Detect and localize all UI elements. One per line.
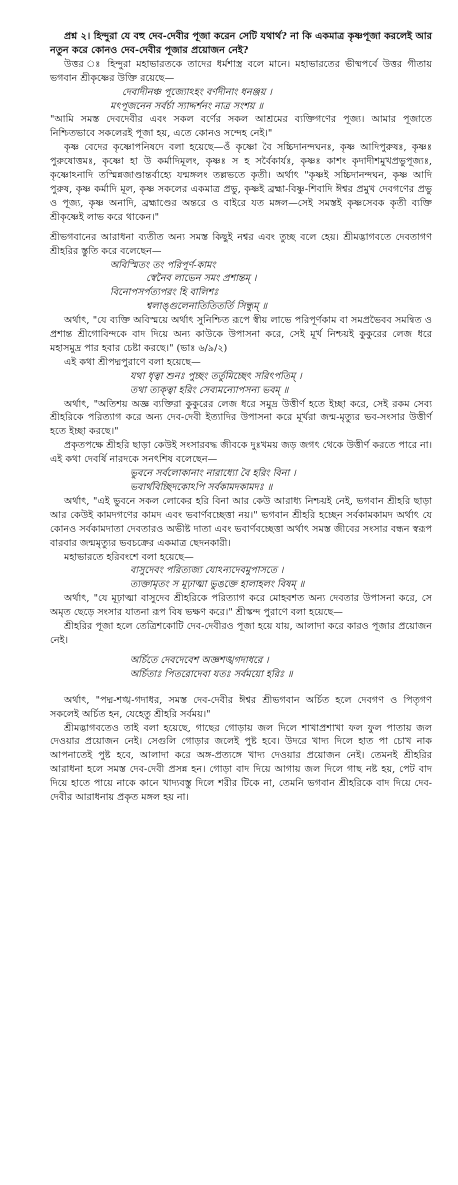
body-paragraph: শ্রীহরির পূজা হলে তেত্রিশকোটি দেব-দেবীরও পূজা হয়ে যায়, আলাদা করে কারও পূজার প্রয়োজন নেই। xyxy=(50,621,432,646)
verse-line: বিনোপসর্পত্যপরং হি বালিশঃ xyxy=(110,287,219,299)
verse-line: ত্যক্তামৃতং স মূঢ়াত্মা ভুঙক্তে হালাহলং বিষম্ ॥ xyxy=(130,579,305,591)
verse-line: অবিস্মিতং তং পরিপূর্ণ-কামং xyxy=(110,259,216,271)
verse-line: তথা ত্যক্ত্বা হরিং সেব্যমন্যোপসন্য ভবম্ ॥ xyxy=(130,384,289,396)
body-paragraph: কৃষ্ণ বেদের কৃষ্ণোপনিষদে বলা হয়েছে—ওঁ কৃষ্ণো বৈ সচ্চিদানন্দঘনঃ, কৃষ্ণ আদিপুরুষঃ, কৃষ্ণঃ পুরুষোত্তমঃ, কৃষ্ণো হা উ কর্মাদিমূলং, কৃষ্ণঃ স হ সর্বৈকার্যঃ, কৃষ্ণঃ কাশং কৃদাদীশমুখপ্রভুপূজ্যঃ, কৃষ্ণোঽনাদি তস্মিন্নজাণ্ডান্তর্বাহ্যে যন্মঙ্গলং তল্লভতে কৃতী। অর্থাৎ "কৃষ্ণই সচ্চিদানন্দঘন, কৃষ্ণ আদি পুরুষ, কৃষ্ণ কর্মাদি মূল, কৃষ্ণ সকলের একমাত্র প্রভু, কৃষ্ণই ব্রহ্মা-বিষ্ণু-শিবাদি ঈশ্বর প্রমুখ দেবগণের প্রভু ও পূজ্য, কৃষ্ণ অনাদি, ব্রহ্মাণ্ডের অন্তরে ও বাইরে যত মঙ্গল—সেই সমস্তই কৃষ্ণসেবক কৃতী ব্যক্তি শ্রীকৃষ্ণেই লাভ করে থাকেন।" xyxy=(50,142,432,223)
body-paragraph: শ্রীমদ্ভাগবতেও তাই বলা হয়েছে, গাছের গোড়ায় জল দিলে শাখাপ্রশাখা ফল ফুল পাতায় জল দেওয়ার প্রয়োজন নেই। সেগুলি গোড়ার জলেই পুষ্ট হবে। উদরে খাদ্য দিলে হাত পা চোখ নাক আপনাতেই পুষ্ট হবে, আলাদা করে অঙ্গ-প্রত্যঙ্গে খাদ্য দেওয়ার প্রয়োজন নেই। তেমনই শ্রীহরির আরাধনা হলে সমস্ত দেব-দেবী প্রসন্ন হন। গোড়া বাদ দিয়ে আগায় জল দিলে গাছ নষ্ট হয়, পেট বাদ দিয়ে হাতে পায়ে নাকে কানে খাদ্যবস্তু দিলে শরীর টিকে না, তেমনি ভগবান শ্রীহরিকে বাদ দিয়ে দেব-দেবীর আরাধনায় প্রকৃত মঙ্গল হয় না। xyxy=(50,722,432,804)
verse-line: ভবার্থবিচ্ছিদকোঽপি সর্বকামদকামদঃ ॥ xyxy=(130,482,273,493)
body-paragraph: এই কথা শ্রীপদ্মপুরাণে বলা হয়েছে— xyxy=(64,356,201,368)
question-paragraph: প্রশ্ন ২। হিন্দুরা যে বহু দেব-দেবীর পূজা করেন সেটি যথার্থ? না কি একমাত্র কৃষ্ণপূজা করলেই আর নতুন করে কোনও দেব-দেবীর পূজার প্রয়োজন নেই? xyxy=(50,31,432,56)
verse-line: শ্বলাঙ্গুলেনাতিতিতর্তি সিন্ধুম্ ॥ xyxy=(146,301,268,313)
body-paragraph: অর্থাৎ, "যে ব্যক্তি অবিস্ময়ে অর্থাৎ সুনিশ্চিত রূপে স্বীয় লাভে পরিপূর্ণকাম বা সমপ্রভৈবব সমন্বিত ও প্রশান্ত শ্রীগোবিন্দকে বাদ দিয়ে অন্য কাউকে উপাসনা করে, সেই মূর্খ নিশ্চয়ই কুকুরের লেজ ধরে মহাসমুদ্র পার হবার চেষ্টা করছে।" (ভাঃ ৬/৯/২) xyxy=(50,315,432,354)
body-paragraph: অর্থাৎ, "যে মূঢ়াত্মা বাসুদেব শ্রীহরিকে পরিত্যাগ করে মোহবশত অন্য দেবতার উপাসনা করে, সে অমৃত ছেড়ে সংসার যাতনা রূপ বিষ ভক্ষণ করে।" শ্রীস্কন্দ পুরাণে বলা হয়েছে— xyxy=(50,593,432,619)
body-paragraph: অর্থাৎ, "এই ভুবনে সকল লোকের হরি বিনা আর কেউ আরাধ্য নিশ্চয়ই নেই, ভগবান শ্রীহরি ছাড়া আর কেউই কামদগণের কামদ এবং ভবার্ণবচ্ছেত্তা নয়।" ভগবান শ্রীহরি হচ্ছেন সর্বকামকামদ অর্থাৎ যে কোনও সর্বকামদাতা দেবতারও অভীষ্ট দাতা এবং ভবার্ণবচ্ছেত্তা অর্থাৎ সমস্ত জীবের সংসার বন্ধন স্বরূপ বারবার জন্মমৃত্যুর ভবচক্রের একমাত্র ছেদনকারী। xyxy=(50,495,432,549)
verse-line: বাসুদেবং পরিত্যজ্য যোঽন্যদেবমুপাসতে । xyxy=(130,565,284,577)
body-paragraph: শ্রীভগবানের আরাধনা ব্যতীত অন্য সমস্ত কিছুই নশ্বর এবং তুচ্ছ বলে হেয়। শ্রীমদ্ভাগবতে দেবতাগণ শ্রীহরির স্তুতি করে বলেছেন— xyxy=(50,231,432,257)
verse-line: অর্চিতাঃ পিতরোদেবা যতঃ সর্বময়ো হরিঃ ॥ xyxy=(130,668,293,680)
verse-line: অর্চিতে দেবদেবেশ অজ্ঞশঙ্খগদাধরে । xyxy=(130,654,269,666)
verse-line: মৎপূজনেন সর্বর্চা স্যাদ্দর্শনং নাত্র সংশয় ॥ xyxy=(110,100,264,112)
verse-line: দেবাদীনঞ্চ পূজ্যোঽহং বর্ণদীনাং ধনঞ্জয় । xyxy=(122,86,272,98)
verse-line: যথা ধৃত্বা শুনঃ পুচ্ছং তর্তুমিচ্ছেৎ সরিৎপতিম্ । xyxy=(130,370,302,382)
body-paragraph: অর্থাৎ, "অতিশয় অজ্ঞ ব্যক্তিরা কুকুরের লেজ ধরে সমুদ্র উত্তীর্ণ হতে ইচ্ছা করে, সেই রকম সেব্য শ্রীহরিকে পরিত্যাগ করে অন্য দেব-দেবী ইত্যাদির উপাসনা করে মূর্খরা জন্ম-মৃত্যুর ভব-সংসার উত্তীর্ণ হতে ইচ্ছা করছে।" xyxy=(50,398,432,438)
body-paragraph: প্রকৃতপক্ষে শ্রীহরি ছাড়া কেউই সংসারবদ্ধ জীবকে দুঃখময় জড় জগৎ থেকে উত্তীর্ণ করতে পারে না। এই কথা দেবর্ষি নারদকে সনৎশিষ বলেছেন— xyxy=(50,440,432,466)
verse-line: স্বেনৈব লাভেন সমং প্রশান্তম্ । xyxy=(146,273,257,285)
body-paragraph: মহাভারতে হরিবংশে বলা হয়েছে— xyxy=(64,551,194,563)
body-paragraph: "আমি সমস্ত দেবদেবীর এবং সকল বর্ণের সকল আশ্রমের ব্যক্তিগণের পূজ্য। আমার পূজাতে নিশ্চিতভাবে সকলেরই পূজা হয়, এতে কোনও সন্দেহ নেই।" xyxy=(50,114,432,140)
body-paragraph: অর্থাৎ, "পদ্ম-শঙ্খ-গদাধর, সমস্ত দেব-দেবীর ঈশ্বর শ্রীভগবান অর্চিত হলে দেবগণ ও পিতৃগণ সকলেই অর্চিত হন, যেহেতু শ্রীহরি সর্বময়।" xyxy=(50,694,432,720)
answer-intro: উত্তর ঃ হিন্দুরা মহাভারতকে তাদের ধর্মশাস্ত্র বলে মানে। মহাভারতের ভীষ্মপর্বে উত্তর গীতায় ভগবান শ্রীকৃষ্ণের উক্তি রয়েছে— xyxy=(50,58,432,84)
verse-line: ভুবনে সর্বলোকানাং নারাধ্যো বৈ হরিং বিনা । xyxy=(130,468,296,480)
